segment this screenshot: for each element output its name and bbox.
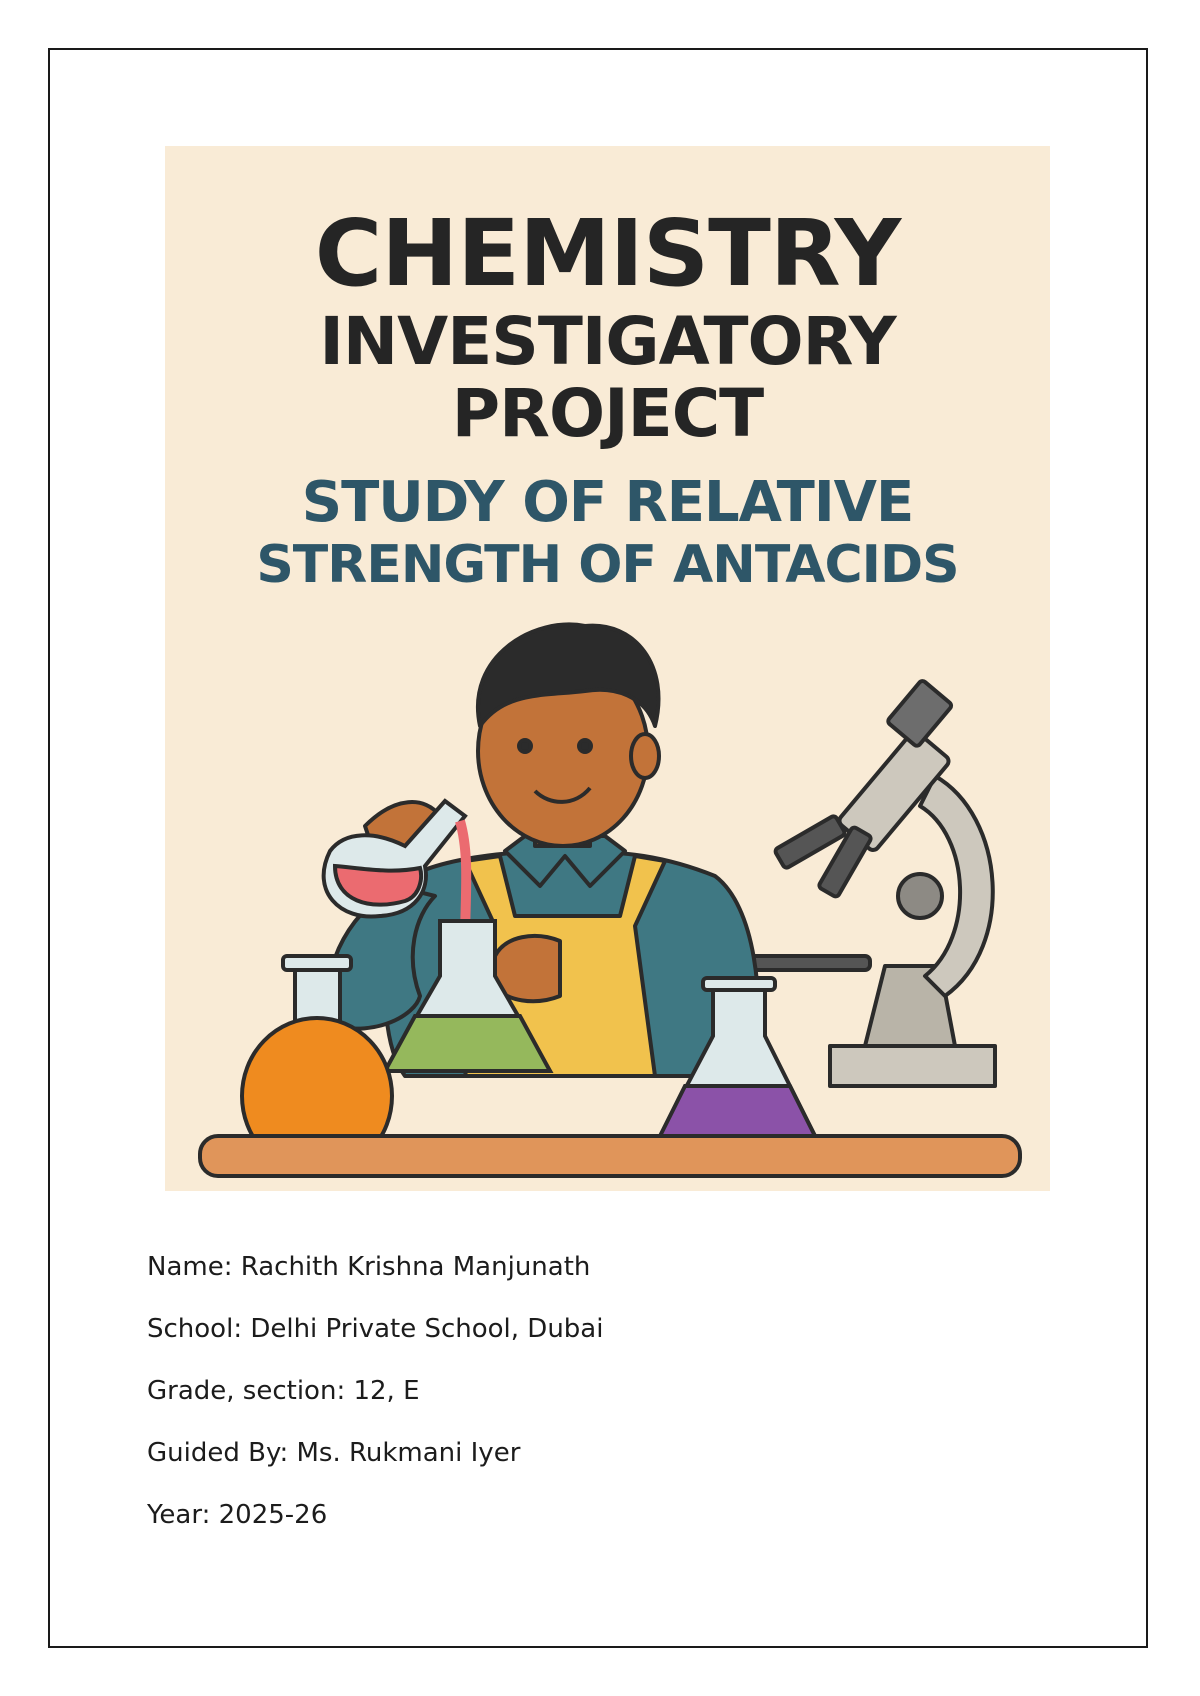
academic-year: Year: 2025-26: [147, 1500, 328, 1530]
cover-image: [165, 146, 1050, 1191]
cover-title-line2: INVESTIGATORY: [319, 303, 896, 380]
cover-title-line1: CHEMISTRY: [314, 200, 901, 307]
microscope-icon: [735, 679, 995, 1086]
student-details: [147, 1252, 1047, 1562]
school-name: School: Delhi Private School, Dubai: [147, 1314, 604, 1344]
cover-subtitle-line1: STUDY OF RELATIVE: [301, 470, 914, 535]
guide-name: Guided By: Ms. Rukmani Iyer: [147, 1438, 521, 1468]
cover-subtitle-line2: STRENGTH OF ANTACIDS: [256, 535, 959, 595]
scientist-illustration: [165, 616, 1050, 1191]
table-surface: [200, 1136, 1020, 1176]
cover-title-line3: PROJECT: [451, 375, 764, 452]
student-name: Name: Rachith Krishna Manjunath: [147, 1252, 591, 1282]
grade-section: Grade, section: 12, E: [147, 1376, 420, 1406]
